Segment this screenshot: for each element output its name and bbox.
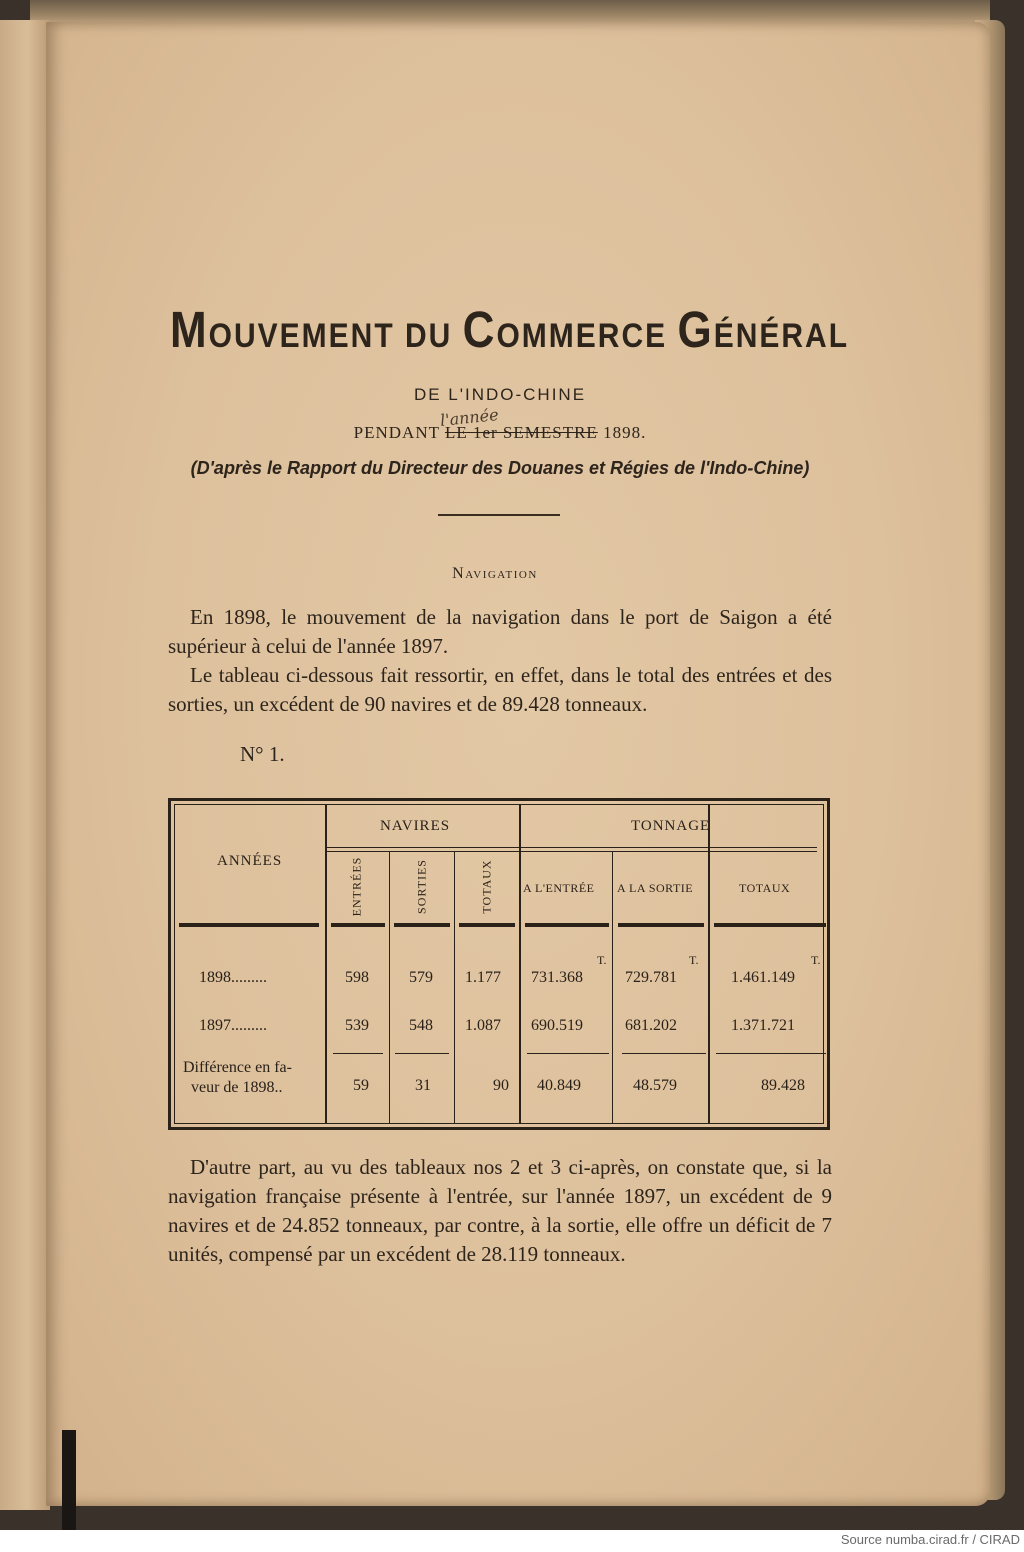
- cell-t-sortie: 681.202: [625, 1017, 677, 1034]
- row-label: 1898.........: [199, 969, 267, 986]
- col-divider: [519, 805, 521, 1123]
- row-divider: [327, 851, 817, 852]
- row-label: 1897.........: [199, 1017, 267, 1034]
- header-underline: [714, 923, 826, 927]
- period-struck-text: LE 1er SEMESTRE: [444, 423, 598, 442]
- diff-totaux: 90: [493, 1077, 509, 1094]
- separator-rule: [438, 514, 560, 516]
- col-divider: [325, 805, 327, 1123]
- cell-t-entree: 690.519: [531, 1017, 583, 1034]
- cell-t-entree: 731.368: [531, 969, 583, 986]
- col-divider: [389, 851, 390, 1123]
- header-tonnage: TONNAGE: [631, 818, 711, 834]
- diff-t-entree: 40.849: [537, 1077, 581, 1094]
- page-title: MOUVEMENT DU COMMERCE GÉNÉRAL: [170, 302, 850, 359]
- cell-entrees: 598: [345, 969, 369, 986]
- diff-sorties: 31: [415, 1077, 431, 1094]
- col-divider: [612, 851, 613, 1123]
- header-a-lentree: A L'ENTRÉE: [523, 881, 595, 895]
- header-underline: [618, 923, 704, 927]
- period-prefix: PENDANT: [353, 423, 440, 442]
- diff-t-totaux: 89.428: [761, 1077, 805, 1094]
- unit-label: T.: [811, 953, 821, 967]
- header-underline: [459, 923, 515, 927]
- diff-t-sortie: 48.579: [633, 1077, 677, 1094]
- sum-rule: [716, 1053, 826, 1054]
- header-totaux-tonnage: TOTAUX: [739, 881, 791, 895]
- diff-label-line1: Différence en fa-: [183, 1059, 292, 1076]
- header-sorties: SORTIES: [414, 859, 429, 914]
- header-underline: [525, 923, 609, 927]
- table-number: N° 1.: [240, 742, 285, 766]
- cell-t-totaux: 1.371.721: [731, 1017, 795, 1034]
- header-underline: [394, 923, 450, 927]
- cell-sorties: 548: [409, 1017, 433, 1034]
- navigation-table: [168, 798, 830, 1130]
- cell-totaux: 1.087: [465, 1017, 501, 1034]
- header-totaux-navires: TOTAUX: [479, 859, 494, 914]
- sum-rule: [622, 1053, 706, 1054]
- cell-t-sortie: 729.781: [625, 969, 677, 986]
- header-underline: [179, 923, 319, 927]
- left-page-edge: [0, 20, 50, 1510]
- cell-sorties: 579: [409, 969, 433, 986]
- paragraph-2: Le tableau ci-dessous fait ressortir, en effet, dans le total des entrées et des sorties, un excédent de 90 navires et de 89.428 tonneaux.: [168, 663, 832, 716]
- section-heading: Navigation: [452, 565, 538, 582]
- diff-label-line2: veur de 1898..: [191, 1079, 283, 1096]
- subtitle-region: DE L'INDO-CHINE: [413, 385, 587, 404]
- header-underline: [331, 923, 385, 927]
- col-divider: [708, 805, 710, 1123]
- cell-totaux: 1.177: [465, 969, 501, 986]
- period-year: 1898.: [603, 423, 647, 442]
- binding-spine: [62, 1430, 76, 1530]
- diff-entrees: 59: [353, 1077, 369, 1094]
- paragraph-3: D'autre part, au vu des tableaux nos 2 et 3 ci-après, on constate que, si la navigation française présente à l'entrée, sur l'année 1897, un excédent de 9 navires et de 24.852 tonneaux, par contre, à la sortie, elle offre un déficit de 7 unités, compensé par un excédent de 28.119 tonneaux.: [168, 1155, 832, 1266]
- table-inner-frame: [174, 804, 824, 1124]
- handwritten-correction: l'année: [439, 404, 500, 431]
- cell-entrees: 539: [345, 1017, 369, 1034]
- unit-label: T.: [597, 953, 607, 967]
- subtitle-period: [200, 423, 800, 443]
- sum-rule: [395, 1053, 449, 1054]
- source-note: Source numba.cirad.fr / CIRAD: [840, 1532, 1020, 1547]
- header-a-la-sortie: A LA SORTIE: [617, 881, 694, 895]
- subtitle-source: (D'après le Rapport du Directeur des Douanes et Régies de l'Indo-Chine): [190, 458, 810, 478]
- header-annees: ANNÉES: [217, 853, 283, 869]
- col-divider: [454, 851, 455, 1123]
- document-page: [46, 22, 990, 1506]
- header-entrees: ENTRÉES: [349, 856, 364, 917]
- intro-paragraphs: [168, 603, 832, 719]
- header-navires: NAVIRES: [380, 818, 451, 834]
- unit-label: T.: [689, 953, 699, 967]
- paragraph-1: En 1898, le mouvement de la navigation dans le port de Saigon a été supérieur à celui de l'année 1897.: [168, 605, 832, 658]
- sum-rule: [333, 1053, 383, 1054]
- sum-rule: [527, 1053, 609, 1054]
- cell-t-totaux: 1.461.149: [731, 969, 795, 986]
- row-divider: [327, 847, 817, 848]
